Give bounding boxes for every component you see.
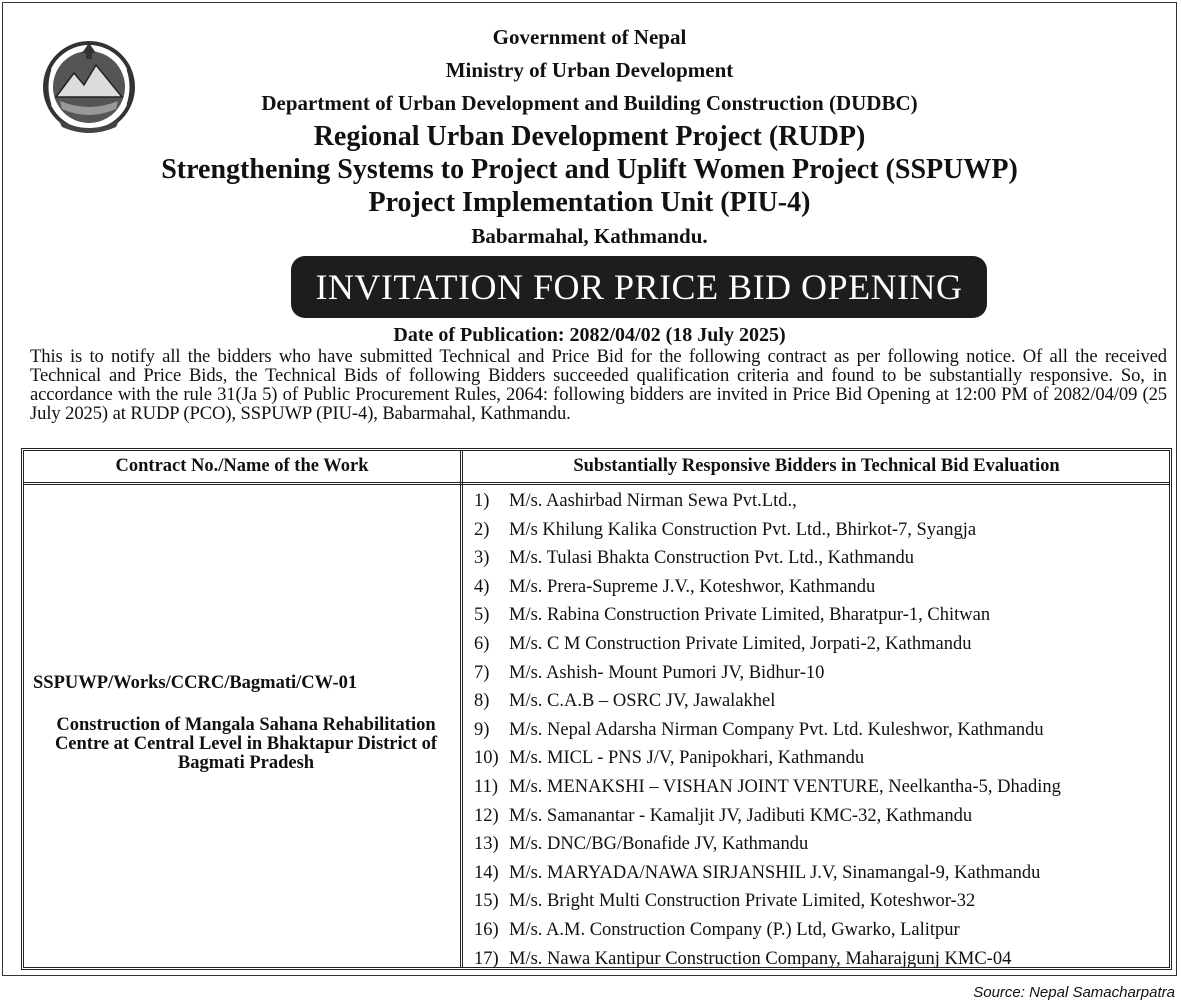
bidder-name: M/s. Tulasi Bhakta Construction Pvt. Ltd., Kathmandu [509, 548, 914, 569]
bidder-number: 16) [474, 919, 499, 940]
bidder-name: M/s. A.M. Construction Company (P.) Ltd, Gwarko, Lalitpur [509, 919, 960, 940]
bidder-name: M/s Khilung Kalika Construction Pvt. Ltd., Bhirkot-7, Syangja [509, 519, 977, 540]
bidder-number: 8) [474, 691, 490, 712]
bidder-item [474, 659, 1061, 688]
project-name: Regional Urban Development Project (RUDP) [313, 121, 866, 152]
source-credit: Source: Nepal Samacharpatra [973, 984, 1175, 1001]
bidder-item [474, 516, 1061, 545]
bidder-name: M/s. MICL - PNS J/V, Panipokhari, Kathmandu [509, 748, 865, 769]
ministry-name: Ministry of Urban Development [445, 58, 734, 82]
issuer-header [3, 21, 1176, 253]
bidder-item [474, 544, 1061, 573]
bidder-item [474, 830, 1061, 859]
bidder-number: 12) [474, 805, 499, 826]
bidder-number: 13) [474, 834, 499, 855]
bidder-list [474, 487, 1061, 973]
header-bidders: Substantially Responsive Bidders in Technical Bid Evaluation [573, 456, 1060, 476]
contract-number: SSPUWP/Works/CCRC/Bagmati/CW-01 [33, 673, 358, 693]
bidder-number: 7) [474, 662, 490, 683]
bidder-number: 14) [474, 862, 499, 883]
bidder-number: 5) [474, 605, 490, 626]
bidder-name: M/s. Nepal Adarsha Nirman Company Pvt. Ltd. Kuleshwor, Kathmandu [509, 719, 1044, 740]
bidder-number: 11) [474, 776, 498, 797]
header-contract: Contract No./Name of the Work [115, 456, 369, 476]
bidder-number: 1) [474, 491, 490, 511]
bidder-item [474, 687, 1061, 716]
bidder-name: M/s. Rabina Construction Private Limited, Bharatpur-1, Chitwan [509, 605, 991, 626]
bidder-item [474, 945, 1061, 974]
bidder-item [474, 573, 1061, 602]
unit-name: Project Implementation Unit (PIU-4) [368, 187, 811, 218]
sub-project-name: Strengthening Systems to Project and Uplift Women Project (SSPUWP) [161, 154, 1018, 185]
bidder-number: 3) [474, 548, 490, 569]
bidder-name: M/s. Bright Multi Construction Private Limited, Koteshwor-32 [509, 891, 976, 912]
bidder-name: M/s. MARYADA/NAWA SIRJANSHIL J.V, Sinamangal-9, Kathmandu [509, 862, 1041, 883]
notice-body: This is to notify all the bidders who have submitted Technical and Price Bid for the following contract as per following notice. Of all the received Technical and Price Bids, the Technical Bids of following Bidders succeeded qualification criteria and found to be substantially responsive. So, in accordance with the rule 31(Ja 5) of Public Procurement Rules, 2064: following bidders are invited in Price Bid Opening at 12:00 PM of 2082/04/09 (25 July 2025) at RUDP (PCO), SSPUWP (PIU-4), Babarmahal, Kathmandu. [30, 346, 1167, 424]
bidder-name: M/s. C.A.B – OSRC JV, Jawalakhel [509, 691, 776, 712]
bidder-item [474, 916, 1061, 945]
bidder-item [474, 601, 1061, 630]
bidder-item [474, 802, 1061, 831]
bidder-number: 15) [474, 891, 499, 912]
header-divider [24, 482, 1169, 485]
bid-table [21, 448, 1172, 970]
column-divider [460, 451, 463, 967]
bidder-item [474, 630, 1061, 659]
bidder-item [474, 716, 1061, 745]
bidder-number: 10) [474, 748, 499, 769]
invitation-banner: INVITATION FOR PRICE BID OPENING [291, 256, 987, 318]
bidder-item [474, 859, 1061, 888]
notice-frame [2, 2, 1177, 976]
bidder-name: M/s. Nawa Kantipur Construction Company, Maharajgunj KMC-04 [509, 948, 1012, 969]
department-name: Department of Urban Development and Building Construction (DUDBC) [261, 91, 918, 115]
bidder-name: M/s. Samanantar - Kamaljit JV, Jadibuti KMC-32, Kathmandu [509, 805, 973, 826]
bidder-item [474, 773, 1061, 802]
bidder-item [474, 487, 1061, 516]
work-name: Construction of Mangala Sahana Rehabilitation Centre at Central Level in Bhaktapur District of Bagmati Pradesh [54, 715, 438, 773]
bidder-name: M/s. C M Construction Private Limited, Jorpati-2, Kathmandu [509, 633, 972, 654]
bidder-name: M/s. MENAKSHI – VISHAN JOINT VENTURE, Neelkantha-5, Dhading [509, 776, 1061, 797]
bidder-number: 6) [474, 633, 490, 654]
bidder-name: M/s. Aashirbad Nirman Sewa Pvt.Ltd., [509, 491, 797, 511]
government-name: Government of Nepal [492, 25, 687, 49]
bidder-name: M/s. Prera-Supreme J.V., Koteshwor, Kathmandu [509, 576, 876, 597]
bidder-name: M/s. Ashish- Mount Pumori JV, Bidhur-10 [509, 662, 825, 683]
bidder-number: 17) [474, 948, 499, 969]
bidder-item [474, 744, 1061, 773]
bidder-item [474, 887, 1061, 916]
bidder-number: 4) [474, 576, 490, 597]
bidder-name: M/s. DNC/BG/Bonafide JV, Kathmandu [509, 834, 809, 855]
address: Babarmahal, Kathmandu. [471, 224, 708, 248]
bidder-number: 2) [474, 519, 490, 540]
bidder-number: 9) [474, 719, 490, 740]
publication-date: Date of Publication: 2082/04/02 (18 July 2025) [393, 324, 786, 346]
